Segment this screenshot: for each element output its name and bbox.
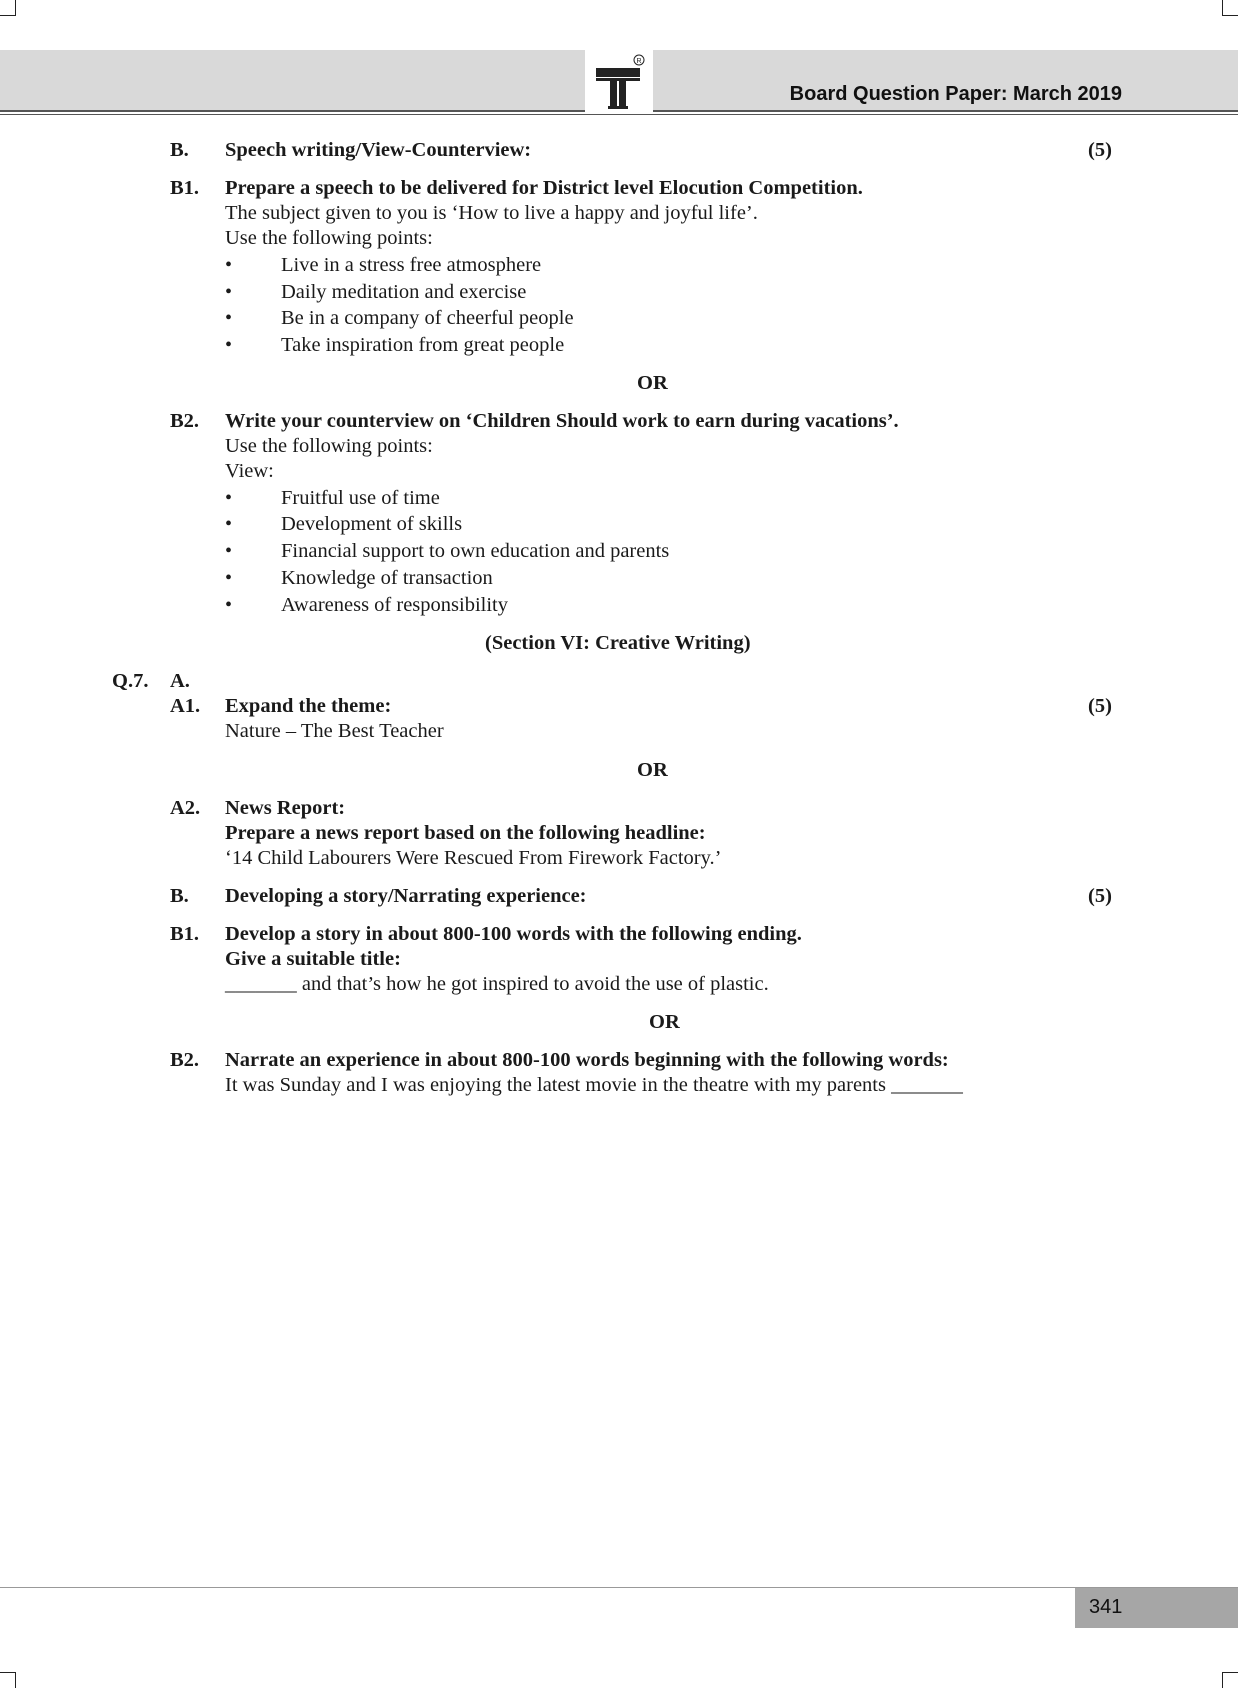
q7-b1-heading: Develop a story in about 800-100 words with the following ending. — [225, 923, 802, 945]
b1-point: Live in a stress free atmosphere — [281, 254, 542, 276]
a1-label: A1. — [170, 695, 201, 717]
b1-point: Be in a company of cheerful people — [281, 307, 574, 329]
bullet-icon: • — [225, 281, 233, 303]
a2-label: A2. — [170, 797, 201, 819]
q7-b2-label: B2. — [170, 1049, 200, 1071]
b1-line1: The subject given to you is ‘How to live a happy and joyful life’. — [225, 202, 758, 224]
b2-point: Awareness of responsibility — [281, 594, 508, 616]
section-b-heading: Speech writing/View-Counterview: — [225, 139, 532, 161]
bullet-icon: • — [225, 594, 233, 616]
b1-heading: Prepare a speech to be delivered for District level Elocution Competition. — [225, 177, 863, 199]
crop-mark-bottom-right — [1222, 1672, 1238, 1688]
a2-text: ‘14 Child Labourers Were Rescued From Firework Factory.’ — [225, 847, 722, 869]
or-divider: OR — [649, 1011, 680, 1033]
logo-icon — [594, 54, 646, 110]
question-number: Q.7. — [112, 670, 149, 692]
b2-heading: Write your counterview on ‘Children Should work to earn during vacations’. — [225, 410, 899, 432]
q7-b1-label: B1. — [170, 923, 200, 945]
q7-b-label: B. — [170, 885, 189, 907]
bullet-icon: • — [225, 540, 233, 562]
a1-heading: Expand the theme: — [225, 695, 392, 717]
b2-line2: View: — [225, 460, 274, 482]
q7-b-marks: (5) — [1088, 885, 1112, 907]
q7-b1-text: _______ and that’s how he got inspired to avoid the use of plastic. — [225, 973, 769, 995]
crop-mark-bottom-left — [0, 1672, 16, 1688]
or-divider: OR — [637, 759, 668, 781]
b2-point: Financial support to own education and parents — [281, 540, 670, 562]
crop-mark-top-left — [0, 0, 16, 16]
q7-part-a-label: A. — [170, 670, 190, 692]
crop-mark-top-right — [1222, 0, 1238, 16]
bullet-icon: • — [225, 334, 233, 356]
q7-b-heading: Developing a story/Narrating experience: — [225, 885, 587, 907]
bullet-icon: • — [225, 567, 233, 589]
header-rule-thin — [0, 114, 1238, 115]
a1-text: Nature – The Best Teacher — [225, 720, 444, 742]
header-title: Board Question Paper: March 2019 — [789, 83, 1122, 105]
b2-point: Fruitful use of time — [281, 487, 440, 509]
b2-line1: Use the following points: — [225, 435, 433, 457]
b1-point: Take inspiration from great people — [281, 334, 565, 356]
b2-label: B2. — [170, 410, 200, 432]
or-divider: OR — [637, 372, 668, 394]
q7-b1-subheading: Give a suitable title: — [225, 948, 401, 970]
q7-b2-text: It was Sunday and I was enjoying the latest movie in the theatre with my parents _______ — [225, 1074, 963, 1096]
a1-marks: (5) — [1088, 695, 1112, 717]
footer-rule — [0, 1587, 1238, 1588]
svg-text:R: R — [636, 58, 642, 65]
bullet-icon: • — [225, 254, 233, 276]
bullet-icon: • — [225, 513, 233, 535]
b1-label: B1. — [170, 177, 200, 199]
b1-point: Daily meditation and exercise — [281, 281, 527, 303]
section-title: (Section VI: Creative Writing) — [485, 632, 751, 654]
b2-point: Knowledge of transaction — [281, 567, 493, 589]
publisher-logo — [585, 48, 653, 112]
section-b-label: B. — [170, 139, 189, 161]
a2-subheading: Prepare a news report based on the following headline: — [225, 822, 706, 844]
b2-point: Development of skills — [281, 513, 463, 535]
bullet-icon: • — [225, 487, 233, 509]
b1-line2: Use the following points: — [225, 227, 433, 249]
page-number: 341 — [1075, 1588, 1238, 1628]
q7-b2-heading: Narrate an experience in about 800-100 words beginning with the following words: — [225, 1049, 949, 1071]
section-b-marks: (5) — [1088, 139, 1112, 161]
a2-heading: News Report: — [225, 797, 346, 819]
bullet-icon: • — [225, 307, 233, 329]
